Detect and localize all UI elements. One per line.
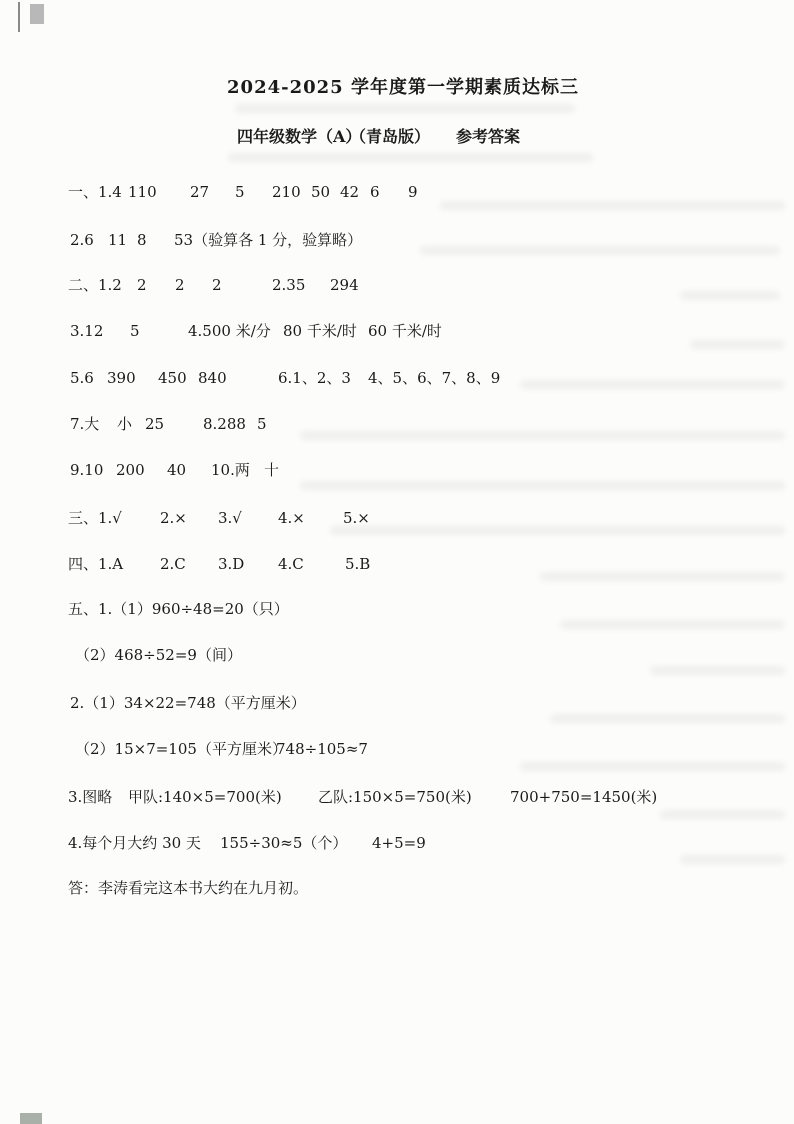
answer-item: 一、1.4 [68, 183, 122, 201]
answer-item: 27 [190, 183, 210, 201]
scan-corner-mark [30, 4, 44, 24]
answer-item: 294 [330, 276, 359, 294]
answer-item: 乙队:150×5=750(米) [318, 788, 472, 806]
answer-item: 25 [145, 415, 165, 433]
answer-item: 5 [235, 183, 245, 201]
answer-item: 748÷105≈7 [276, 740, 368, 758]
answer-item: 三、1.√ [68, 509, 122, 527]
answer-item: 390 [107, 369, 136, 387]
answer-line-5 [0, 368, 794, 388]
answer-item: 60 千米/时 [368, 322, 442, 340]
answer-item: 9.10 [70, 461, 104, 479]
answer-line-12 [0, 693, 794, 713]
document-title: 2024-2025 学年度第一学期素质达标三 [227, 77, 579, 98]
answer-line-3 [0, 275, 794, 295]
scan-corner-mark [20, 1113, 42, 1124]
answer-item: 7.大 [70, 415, 100, 433]
answer-item: （2）468÷52=9（间） [75, 646, 242, 664]
answer-item: 8 [137, 231, 147, 249]
answer-item: 4.C [278, 555, 304, 573]
answer-item: 2 [175, 276, 185, 294]
answer-item: 42 [340, 183, 360, 201]
answer-item: 二、1.2 [68, 276, 122, 294]
answer-line-1 [0, 182, 794, 202]
answer-item: 6.1、2、3 [278, 369, 351, 387]
answer-item: 450 [158, 369, 187, 387]
answer-item: 5.× [343, 509, 370, 527]
answer-line-9 [0, 554, 794, 574]
answer-item: 4、5、6、7、8、9 [368, 369, 501, 387]
answer-item: 10.两 [211, 461, 250, 479]
answer-line-6 [0, 414, 794, 434]
answer-line-13 [0, 739, 794, 759]
answer-item: 5 [257, 415, 267, 433]
answer-item: 9 [408, 183, 418, 201]
answer-item: 4.每个月大约 30 天 [68, 834, 201, 852]
answer-item: 210 [272, 183, 301, 201]
answer-item: 40 [167, 461, 187, 479]
answer-item: 53（验算各 1 分，验算略） [174, 231, 363, 249]
answer-line-14 [0, 787, 794, 807]
answer-item: 5 [130, 322, 140, 340]
answer-line-7 [0, 460, 794, 480]
answer-item: 80 千米/时 [283, 322, 357, 340]
answer-item: （2）15×7=105（平方厘米） [75, 740, 287, 758]
answer-item: 110 [128, 183, 157, 201]
answer-item: 四、1.A [68, 555, 124, 573]
answer-item: 2.35 [272, 276, 306, 294]
answer-line-15 [0, 833, 794, 853]
answer-item: 2.（1）34×22=748（平方厘米） [70, 694, 306, 712]
answer-item: 11 [108, 231, 128, 249]
answer-item: 2 [212, 276, 222, 294]
answer-line-10 [0, 599, 794, 619]
answer-item: 200 [116, 461, 145, 479]
answer-line-8 [0, 508, 794, 528]
final-answer-sentence: 答：李涛看完这本书大约在九月初。 [68, 879, 309, 897]
answer-item: 6 [370, 183, 380, 201]
answer-item: 3.D [218, 555, 245, 573]
answer-line-4 [0, 321, 794, 341]
grade-subject: 四年级数学（A） [237, 127, 362, 146]
answer-item: 5.6 [70, 369, 94, 387]
answer-item: 2 [137, 276, 147, 294]
edition: （青岛版） [350, 127, 431, 146]
answer-item: 五、1.（1）960÷48=20（只） [68, 600, 289, 618]
answer-item: 4.× [278, 509, 305, 527]
scan-corner-mark [18, 2, 20, 32]
answer-item: 4+5=9 [372, 834, 426, 852]
answer-item: 700+750=1450(米) [510, 788, 658, 806]
answer-item: 3.12 [70, 322, 104, 340]
answer-item: 3.√ [218, 509, 242, 527]
answer-item: 155÷30≈5（个） [220, 834, 348, 852]
answer-item: 2.× [160, 509, 187, 527]
answer-item: 5.B [345, 555, 371, 573]
answer-item: 8.288 [203, 415, 246, 433]
answer-item: 840 [198, 369, 227, 387]
answer-line-16 [0, 878, 794, 898]
answer-item: 3.图略 [68, 788, 113, 806]
answer-item: 小 [117, 415, 133, 433]
answer-item: 2.C [160, 555, 186, 573]
answer-item: 十 [264, 461, 280, 479]
answer-line-2 [0, 230, 794, 250]
answer-line-11 [0, 645, 794, 665]
answer-item: 甲队:140×5=700(米) [128, 788, 282, 806]
answer-item: 50 [311, 183, 331, 201]
answer-item: 4.500 米/分 [188, 322, 271, 340]
answer-item: 2.6 [70, 231, 94, 249]
answer-label: 参考答案 [456, 127, 521, 146]
